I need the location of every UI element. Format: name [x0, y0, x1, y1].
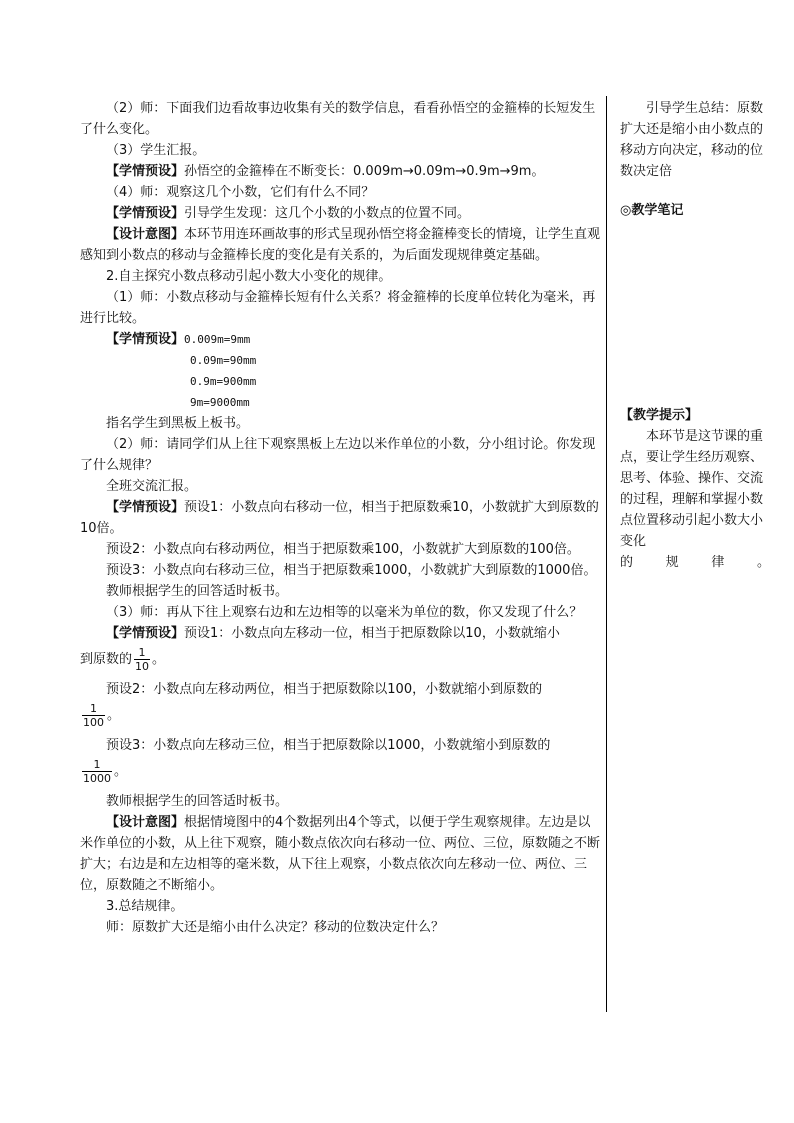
paragraph [80, 646, 602, 673]
text: 规 [665, 555, 679, 570]
fraction-numerator: 1 [93, 758, 101, 771]
label-xueqing: 【学情预设】 [106, 164, 185, 179]
notes-heading: ◎教学笔记 [620, 203, 684, 218]
paragraph: 指名学生到黑板上板书。 [106, 416, 250, 431]
text: 预设1：小数点向右移动一位，相当于把原数乘10，小数就扩大到原数的10倍。 [80, 500, 599, 536]
paragraph [80, 224, 602, 266]
fraction [82, 702, 105, 729]
fraction-denominator: 100 [83, 716, 104, 729]
paragraph [80, 329, 602, 350]
side-column [620, 98, 770, 573]
paragraph [80, 702, 602, 729]
paragraph: 预设3：小数点向左移动三位，相当于把原数除以1000，小数就缩小到原数的 [106, 738, 551, 753]
section-heading: 2.自主探究小数点移动引起小数大小变化的规律。 [106, 269, 392, 284]
text: 孙悟空的金箍棒在不断变长：0.009m→0.09m→0.9m→9m。 [184, 164, 545, 179]
paragraph [80, 758, 602, 785]
column-divider [606, 96, 607, 1012]
text: 引导学生发现：这几个小数的小数点的位置不同。 [184, 206, 471, 221]
paragraph [80, 203, 602, 224]
label-xueqing: 【学情预设】 [106, 500, 185, 515]
label-xueqing: 【学情预设】 [106, 332, 185, 347]
text: 的 [620, 555, 634, 570]
paragraph: 预设2：小数点向右移动两位，相当于把原数乘100，小数就扩大到原数的100倍。 [106, 542, 580, 557]
paragraph: （2）师：请同学们从上往下观察黑板上左边以米作单位的小数，分小组讨论。你发现了什么规律？ [80, 437, 596, 473]
text: 。 [756, 555, 770, 570]
conversion-line: 0.09m=90mm [190, 354, 257, 367]
text: 到原数的 [80, 652, 133, 667]
side-note: 引导学生总结：原数扩大还是缩小由小数点的移动方向决定，移动的位数决定倍 [620, 101, 764, 179]
tips-heading: 【教学提示】 [620, 408, 699, 423]
fraction [134, 646, 150, 673]
text: 。 [107, 708, 121, 723]
text: 。 [152, 652, 166, 667]
fraction [82, 758, 112, 785]
text: 根据情境图中的4个数据列出4个等式，以便于学生观察规律。左边是以米作单位的小数，从上往下观察，随小数点依次向右移动一位、两位、三位，原数随之不断扩大；右边是和左边相等的毫米数，从下往上观察，小数点依次向左移动一位、两位、三位，原数随之不断缩小。 [80, 815, 601, 893]
paragraph: 教师根据学生的回答适时板书。 [106, 794, 289, 809]
fraction-denominator: 10 [135, 660, 150, 673]
fraction-denominator: 1000 [83, 772, 111, 785]
paragraph: 预设2：小数点向左移动两位，相当于把原数除以100，小数就缩小到原数的 [106, 682, 543, 697]
paragraph: 全班交流汇报。 [106, 479, 198, 494]
section-heading: 3.总结规律。 [106, 899, 184, 914]
paragraph: （3）师：再从下往上观察右边和左边相等的以毫米为单位的数，你又发现了什么？ [106, 605, 583, 620]
paragraph: （3）学生汇报。 [106, 143, 206, 158]
paragraph: （2）师：下面我们边看故事边收集有关的数学信息，看看孙悟空的金箍棒的长短发生了什么变化。 [80, 101, 596, 137]
main-column [80, 98, 602, 938]
paragraph [80, 497, 602, 539]
label-sheji: 【设计意图】 [106, 815, 185, 830]
tips-text: 本环节是这节课的重点，要让学生经历观察、思考、体验、操作、交流的过程，理解和掌握小数点位置移动引起小数大小变化 [620, 429, 764, 549]
conversion-line: 9m=9000mm [190, 396, 250, 409]
text: 本环节用连环画故事的形式呈现孙悟空将金箍棒变长的情境，让学生直观感知到小数点的移动与金箍棒长度的变化是有关系的，为后面发现规律奠定基础。 [80, 227, 601, 263]
text: 律 [711, 555, 725, 570]
fraction-numerator: 1 [90, 702, 97, 715]
text: 。 [114, 764, 128, 779]
label-xueqing: 【学情预设】 [106, 206, 185, 221]
paragraph: 预设3：小数点向右移动三位，相当于把原数乘1000，小数就扩大到原数的1000倍。 [106, 563, 597, 578]
tips-text-end [620, 552, 770, 573]
paragraph: （4）师：观察这几个小数，它们有什么不同？ [106, 185, 375, 200]
paragraph: 师：原数扩大还是缩小由什么决定？移动的位数决定什么？ [106, 920, 445, 935]
label-sheji: 【设计意图】 [106, 227, 185, 242]
text: 预设1：小数点向左移动一位，相当于把原数除以10，小数就缩小 [184, 626, 560, 641]
conversion-line: 0.009m=9mm [184, 333, 251, 346]
paragraph [80, 623, 602, 644]
paragraph [80, 812, 602, 896]
fraction-numerator: 1 [138, 646, 146, 659]
paragraph: 教师根据学生的回答适时板书。 [106, 584, 289, 599]
label-xueqing: 【学情预设】 [106, 626, 185, 641]
paragraph [80, 161, 602, 182]
conversion-line: 0.9m=900mm [190, 375, 257, 388]
paragraph: （1）师：小数点移动与金箍棒长短有什么关系？将金箍棒的长度单位转化为毫米，再进行比较。 [80, 290, 596, 326]
